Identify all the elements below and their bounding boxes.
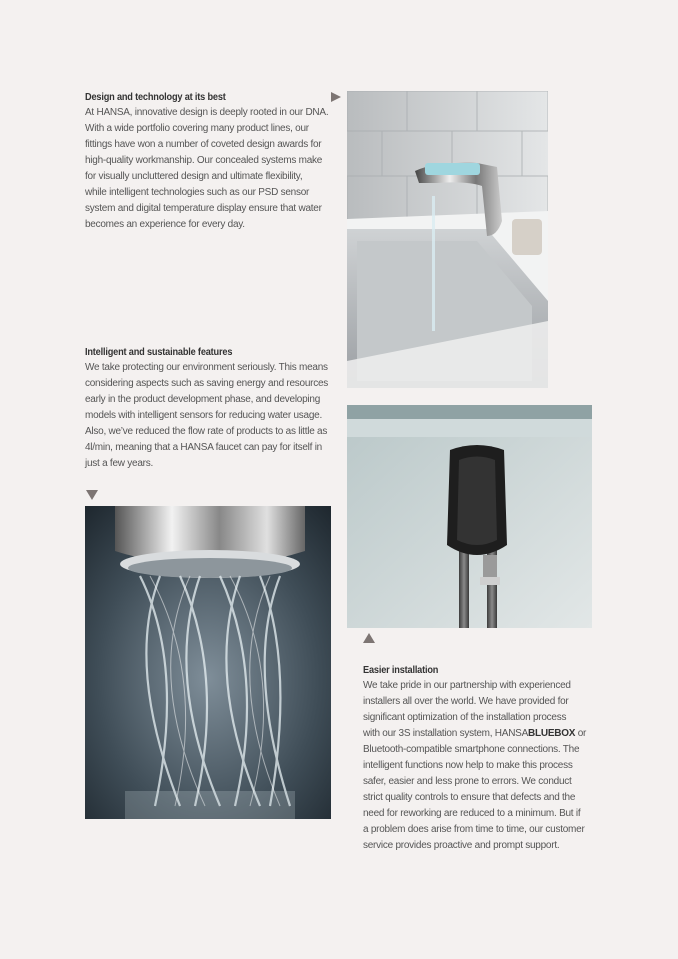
design-line: At HANSA, innovative design is deeply rooted in our DNA. (85, 107, 329, 118)
installation-body (363, 678, 613, 854)
installation-line: or (575, 728, 587, 739)
triangle-right-marker-icon (331, 92, 341, 102)
installation-line: a problem does arise from time to time, our customer (363, 824, 585, 835)
sustainable-line: Also, we’ve reduced the flow rate of products to as little as (85, 426, 328, 437)
design-line: while intelligent technologies such as our PSD sensor (85, 187, 310, 198)
design-line: fittings have won a number of coveted design awards for (85, 139, 322, 150)
sustainable-body (85, 360, 335, 472)
sustainable-line: models with intelligent sensors for reducing water usage. (85, 410, 322, 421)
design-line: With a wide portfolio covering many product lines, our (85, 123, 309, 134)
sustainable-line: just a few years. (85, 458, 154, 469)
design-section (85, 92, 335, 233)
installation-heading: Easier installation (363, 665, 439, 676)
installation-line: need for reworking are reduced to a minimum. But if (363, 808, 581, 819)
triangle-down-marker-icon (86, 490, 98, 500)
installation-line: service provides proactive and prompt support. (363, 840, 560, 851)
triangle-up-marker-icon (363, 633, 375, 643)
sustainable-line: We take protecting our environment seriously. This means (85, 362, 328, 373)
installation-line: Bluetooth-compatible smartphone connections. The (363, 744, 580, 755)
installation-line: intelligent functions now help to make this process (363, 760, 573, 771)
water-jet-photo (85, 506, 331, 819)
installation-line: We take pride in our partnership with experienced (363, 680, 571, 691)
installation-line: significant optimization of the installation process (363, 712, 567, 723)
installation-line: strict quality controls to ensure that defects and the (363, 792, 576, 803)
sustainable-line: early in the product development phase, and developing (85, 394, 321, 405)
sustainable-heading: Intelligent and sustainable features (85, 347, 233, 358)
bluebox-brand: BLUEBOX (528, 728, 576, 739)
design-heading: Design and technology at its best (85, 92, 226, 103)
installation-section (363, 665, 613, 854)
sustainable-line: considering aspects such as saving energy and resources (85, 378, 329, 389)
design-line: high-quality workmanship. Our concealed systems make (85, 155, 323, 166)
installation-line: installers all over the world. We have provided for (363, 696, 569, 707)
design-line: for visually uncluttered design and ultimate flexibility, (85, 171, 303, 182)
design-line: system and digital temperature display ensure that water (85, 203, 322, 214)
design-line: becomes an experience for every day. (85, 219, 245, 230)
sustainable-section (85, 347, 335, 472)
installation-photo (347, 405, 592, 628)
faucet-sink-photo (347, 91, 548, 388)
design-body (85, 105, 335, 233)
installation-line: safer, easier and less prone to errors. We conduct (363, 776, 572, 787)
installation-line: with our 3S installation system, HANSA (363, 728, 529, 739)
sustainable-line: 4l/min, meaning that a HANSA faucet can pay for itself in (85, 442, 322, 453)
